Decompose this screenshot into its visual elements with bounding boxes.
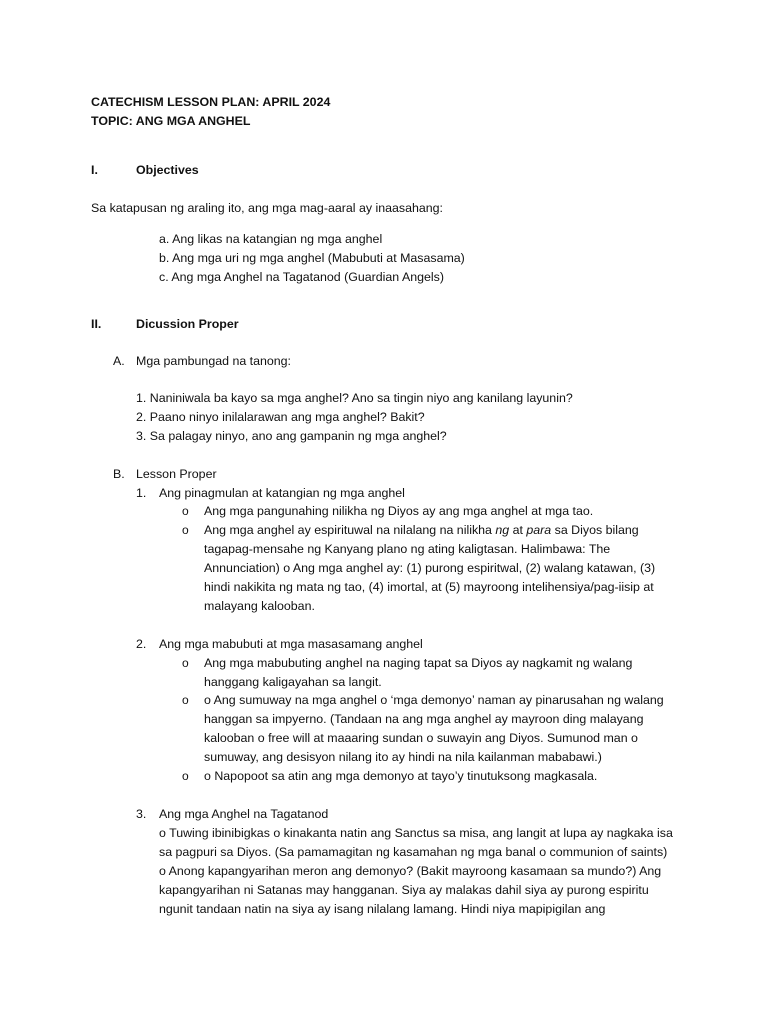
bullet-text-line: kalooban o free will at maaaring sundan o suwayin ang Diyos. Sumunod man o: [204, 731, 638, 745]
section-2-title: Dicussion Proper: [136, 317, 239, 331]
bullet-text-line: hanggan sa impyerno. (Tandaan na ang mga anghel ay mayroon ding malayang: [204, 712, 644, 726]
bullet-text-line: sumuway, ang desisyon nilang ito ay hindi na nila kailanman mababawi.): [204, 750, 602, 764]
bullet-text-line: tagapag-mensahe ng Kanyang plano ng ating kaligtasan. Halimbawa: The: [204, 542, 611, 556]
bullet-marker: o: [182, 523, 189, 537]
section-1-title: Objectives: [136, 163, 199, 177]
bullet-marker: o: [182, 656, 189, 670]
topic-2-title: Ang mga mabubuti at mga masasamang anghel: [159, 637, 423, 651]
objectives-intro: Sa katapusan ng araling ito, ang mga mag-aaral ay inaasahang:: [91, 201, 443, 215]
opening-question: 2. Paano ninyo inilalarawan ang mga anghel? Bakit?: [136, 410, 425, 424]
objective-item: c. Ang mga Anghel na Tagatanod (Guardian Angels): [159, 270, 444, 284]
paragraph-line: kapangyarihan ni Satanas may hangganan. Siya ay malakas dahil siya ay purong espiritu: [159, 883, 649, 897]
opening-question: 3. Sa palagay ninyo, ano ang gampanin ng mga anghel?: [136, 429, 447, 443]
bullet-text-line: Ang mga mabubuting anghel na naging tapat sa Diyos ay nagkamit ng walang: [204, 656, 633, 670]
section-2-number: II.: [91, 317, 102, 331]
bullet-text-line: Ang mga anghel ay espirituwal na nilalang na nilikha ng at para sa Diyos bilang: [204, 523, 639, 537]
bullet-marker: o: [182, 769, 189, 783]
part-a-title: Mga pambungad na tanong:: [136, 354, 292, 368]
part-b-title: Lesson Proper: [136, 467, 217, 481]
topic-1-number: 1.: [136, 486, 147, 500]
bullet-marker: o: [182, 504, 189, 518]
topic-title: TOPIC: ANG MGA ANGHEL: [91, 114, 251, 128]
objective-item: b. Ang mga uri ng mga anghel (Mabubuti at Masasama): [159, 251, 465, 265]
bullet-text-line: malayang kalooban.: [204, 599, 315, 613]
opening-question: 1. Naniniwala ba kayo sa mga anghel? Ano sa tingin niyo ang kanilang layunin?: [136, 391, 573, 405]
topic-1-title: Ang pinagmulan at katangian ng mga anghel: [159, 486, 405, 500]
paragraph-line: o Tuwing ibinibigkas o kinakanta natin ang Sanctus sa misa, ang langit at lupa ay nagkaka isa: [159, 826, 673, 840]
section-1-number: I.: [91, 163, 98, 177]
bullet-text: Ang mga pangunahing nilikha ng Diyos ay ang mga anghel at mga tao.: [204, 504, 594, 518]
topic-3-number: 3.: [136, 807, 147, 821]
paragraph-line: ngunit tandaan natin na siya ay isang nilalang lamang. Hindi niya mapipigilan ang: [159, 902, 606, 916]
bullet-text-line: Annunciation) o Ang mga anghel ay: (1) purong espiritwal, (2) walang katawan, (3): [204, 561, 656, 575]
bullet-text-line: o Napopoot sa atin ang mga demonyo at tayo’y tinutuksong magkasala.: [204, 769, 598, 783]
lesson-plan-title: CATECHISM LESSON PLAN: APRIL 2024: [91, 95, 331, 109]
paragraph-line: sa pagpuri sa Diyos. (Sa pamamagitan ng kasamahan ng mga banal o communion of saints): [159, 845, 668, 859]
bullet-text-line: hindi nakikita ng mata ng tao, (4) imortal, at (5) mayroong intelihensiya/pag-iisip at: [204, 580, 654, 594]
part-b-letter: B.: [113, 467, 125, 481]
part-a-letter: A.: [113, 354, 125, 368]
bullet-text-line: o Ang sumuway na mga anghel o ‘mga demonyo’ naman ay pinarusahan ng walang: [204, 693, 664, 707]
objective-item: a. Ang likas na katangian ng mga anghel: [159, 232, 383, 246]
paragraph-line: o Anong kapangyarihan meron ang demonyo? (Bakit mayroong kasamaan sa mundo?) Ang: [159, 864, 662, 878]
topic-3-title: Ang mga Anghel na Tagatanod: [159, 807, 329, 821]
bullet-marker: o: [182, 693, 189, 707]
topic-2-number: 2.: [136, 637, 147, 651]
bullet-text-line: hanggang kaligayahan sa langit.: [204, 675, 382, 689]
